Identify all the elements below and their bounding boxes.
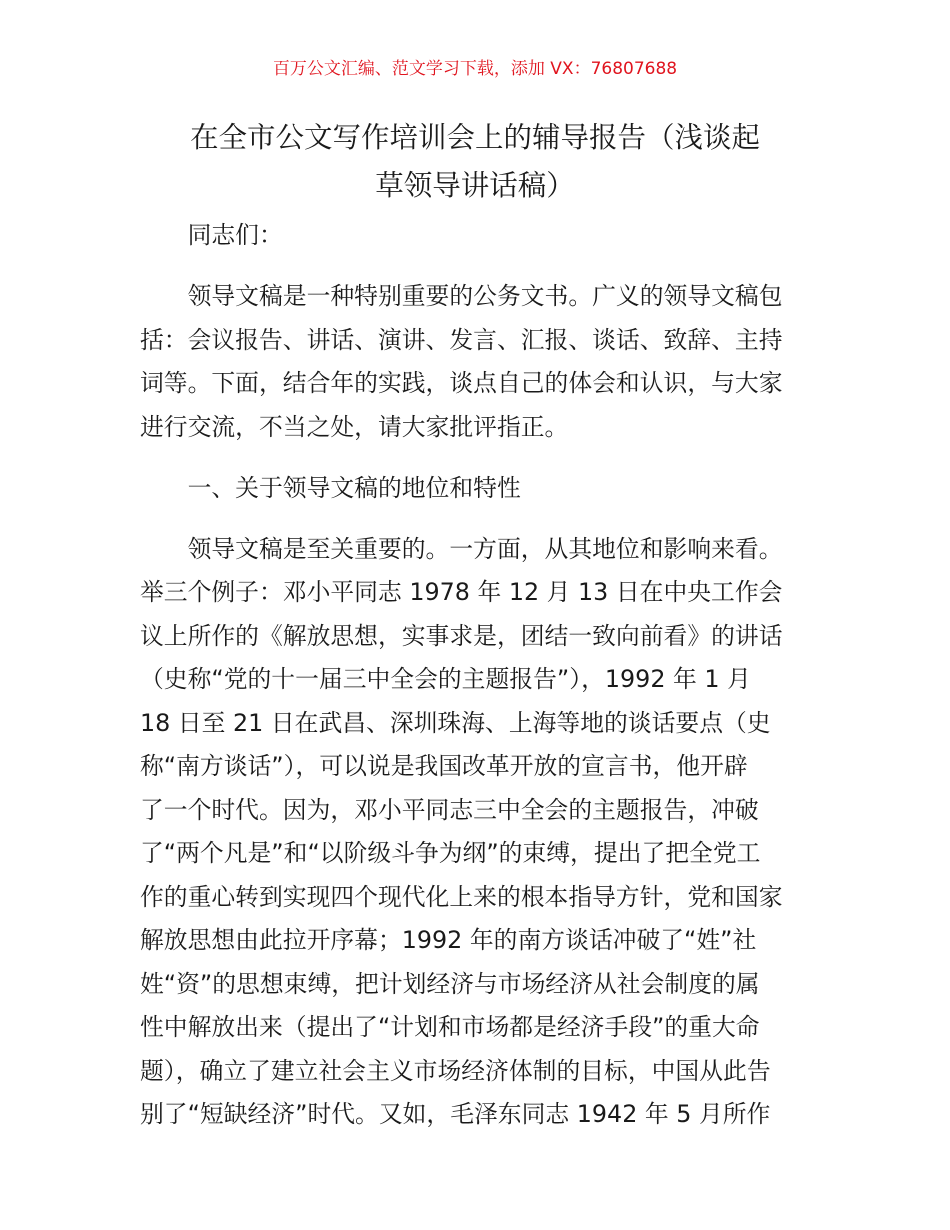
- text-line: 词等。下面，结合年的实践，谈点自己的体会和认识，与大家: [140, 369, 783, 397]
- section-heading-1: 一、关于领导文稿的地位和特性: [187, 473, 521, 502]
- text-line: 了一个时代。因为，邓小平同志三中全会的主题报告，冲破: [140, 795, 759, 824]
- text-line: 解放思想由此拉开序幕；1992 年的南方谈话冲破了“姓”社: [140, 926, 757, 954]
- document-body: [140, 214, 812, 1154]
- text-line: 领导文稿是一种特别重要的公务文书。广义的领导文稿包: [187, 282, 783, 310]
- text-line: 举三个例子：邓小平同志 1978 年 12 月 13 日在中央工作会: [140, 578, 783, 606]
- paragraph-status: [140, 528, 812, 1137]
- text-line: 18 日至 21 日在武昌、深圳珠海、上海等地的谈话要点（史: [140, 708, 771, 737]
- text-line: 了“两个凡是”和“以阶级斗争为纲”的束缚，提出了把全党工: [140, 839, 761, 867]
- paragraph-intro: [140, 275, 812, 449]
- title-line-1: 在全市公文写作培训会上的辅导报告（浅谈起: [189, 121, 760, 154]
- text-line: 称“南方谈话”），可以说是我国改革开放的宣言书，他开辟: [140, 752, 748, 780]
- text-line: 姓“资”的思想束缚，把计划经济与市场经济从社会制度的属: [140, 969, 760, 998]
- text-line: 作的重心转到实现四个现代化上来的根本指导方针，党和国家: [140, 882, 783, 911]
- text-line: 领导文稿是至关重要的。一方面，从其地位和影响来看。: [187, 534, 783, 563]
- text-line: （史称“党的十一届三中全会的主题报告”），1992 年 1 月: [140, 665, 751, 693]
- text-line: 性中解放出来（提出了“计划和市场都是经济手段”的重大命: [140, 1013, 760, 1041]
- text-line: 进行交流，不当之处，请大家批评指正。: [140, 412, 569, 441]
- watermark-header: 百万公文汇编、范文学习下载，添加 VX：76807688: [272, 59, 678, 79]
- salutation: 同志们：: [187, 221, 283, 249]
- text-line: 题），确立了建立社会主义市场经济体制的目标，中国从此告: [140, 1056, 771, 1085]
- text-line: 括：会议报告、讲话、演讲、发言、汇报、谈话、致辞、主持: [140, 325, 783, 354]
- title-line-2: 草领导讲话稿）: [375, 169, 575, 202]
- document-title: [140, 114, 810, 210]
- text-line: 议上所作的《解放思想，实事求是，团结一致向前看》的讲话: [140, 621, 783, 650]
- text-line: 别了“短缺经济”时代。又如，毛泽东同志 1942 年 5 月所作: [140, 1100, 771, 1128]
